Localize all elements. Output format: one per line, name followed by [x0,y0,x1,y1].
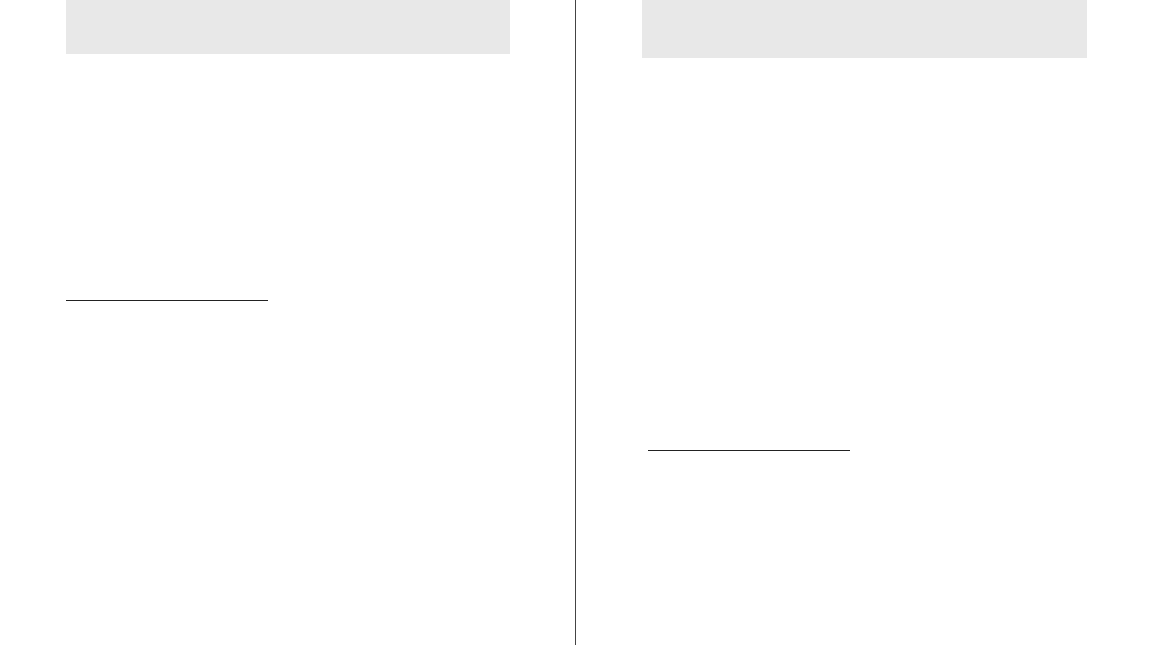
footnote-rule [66,300,268,301]
lyrics-table-left [66,0,510,54]
lyrics-table-right [642,0,1087,58]
right-page [642,0,1092,58]
left-page [66,0,566,54]
footnote-rule [648,450,850,451]
page-divider [575,0,576,645]
